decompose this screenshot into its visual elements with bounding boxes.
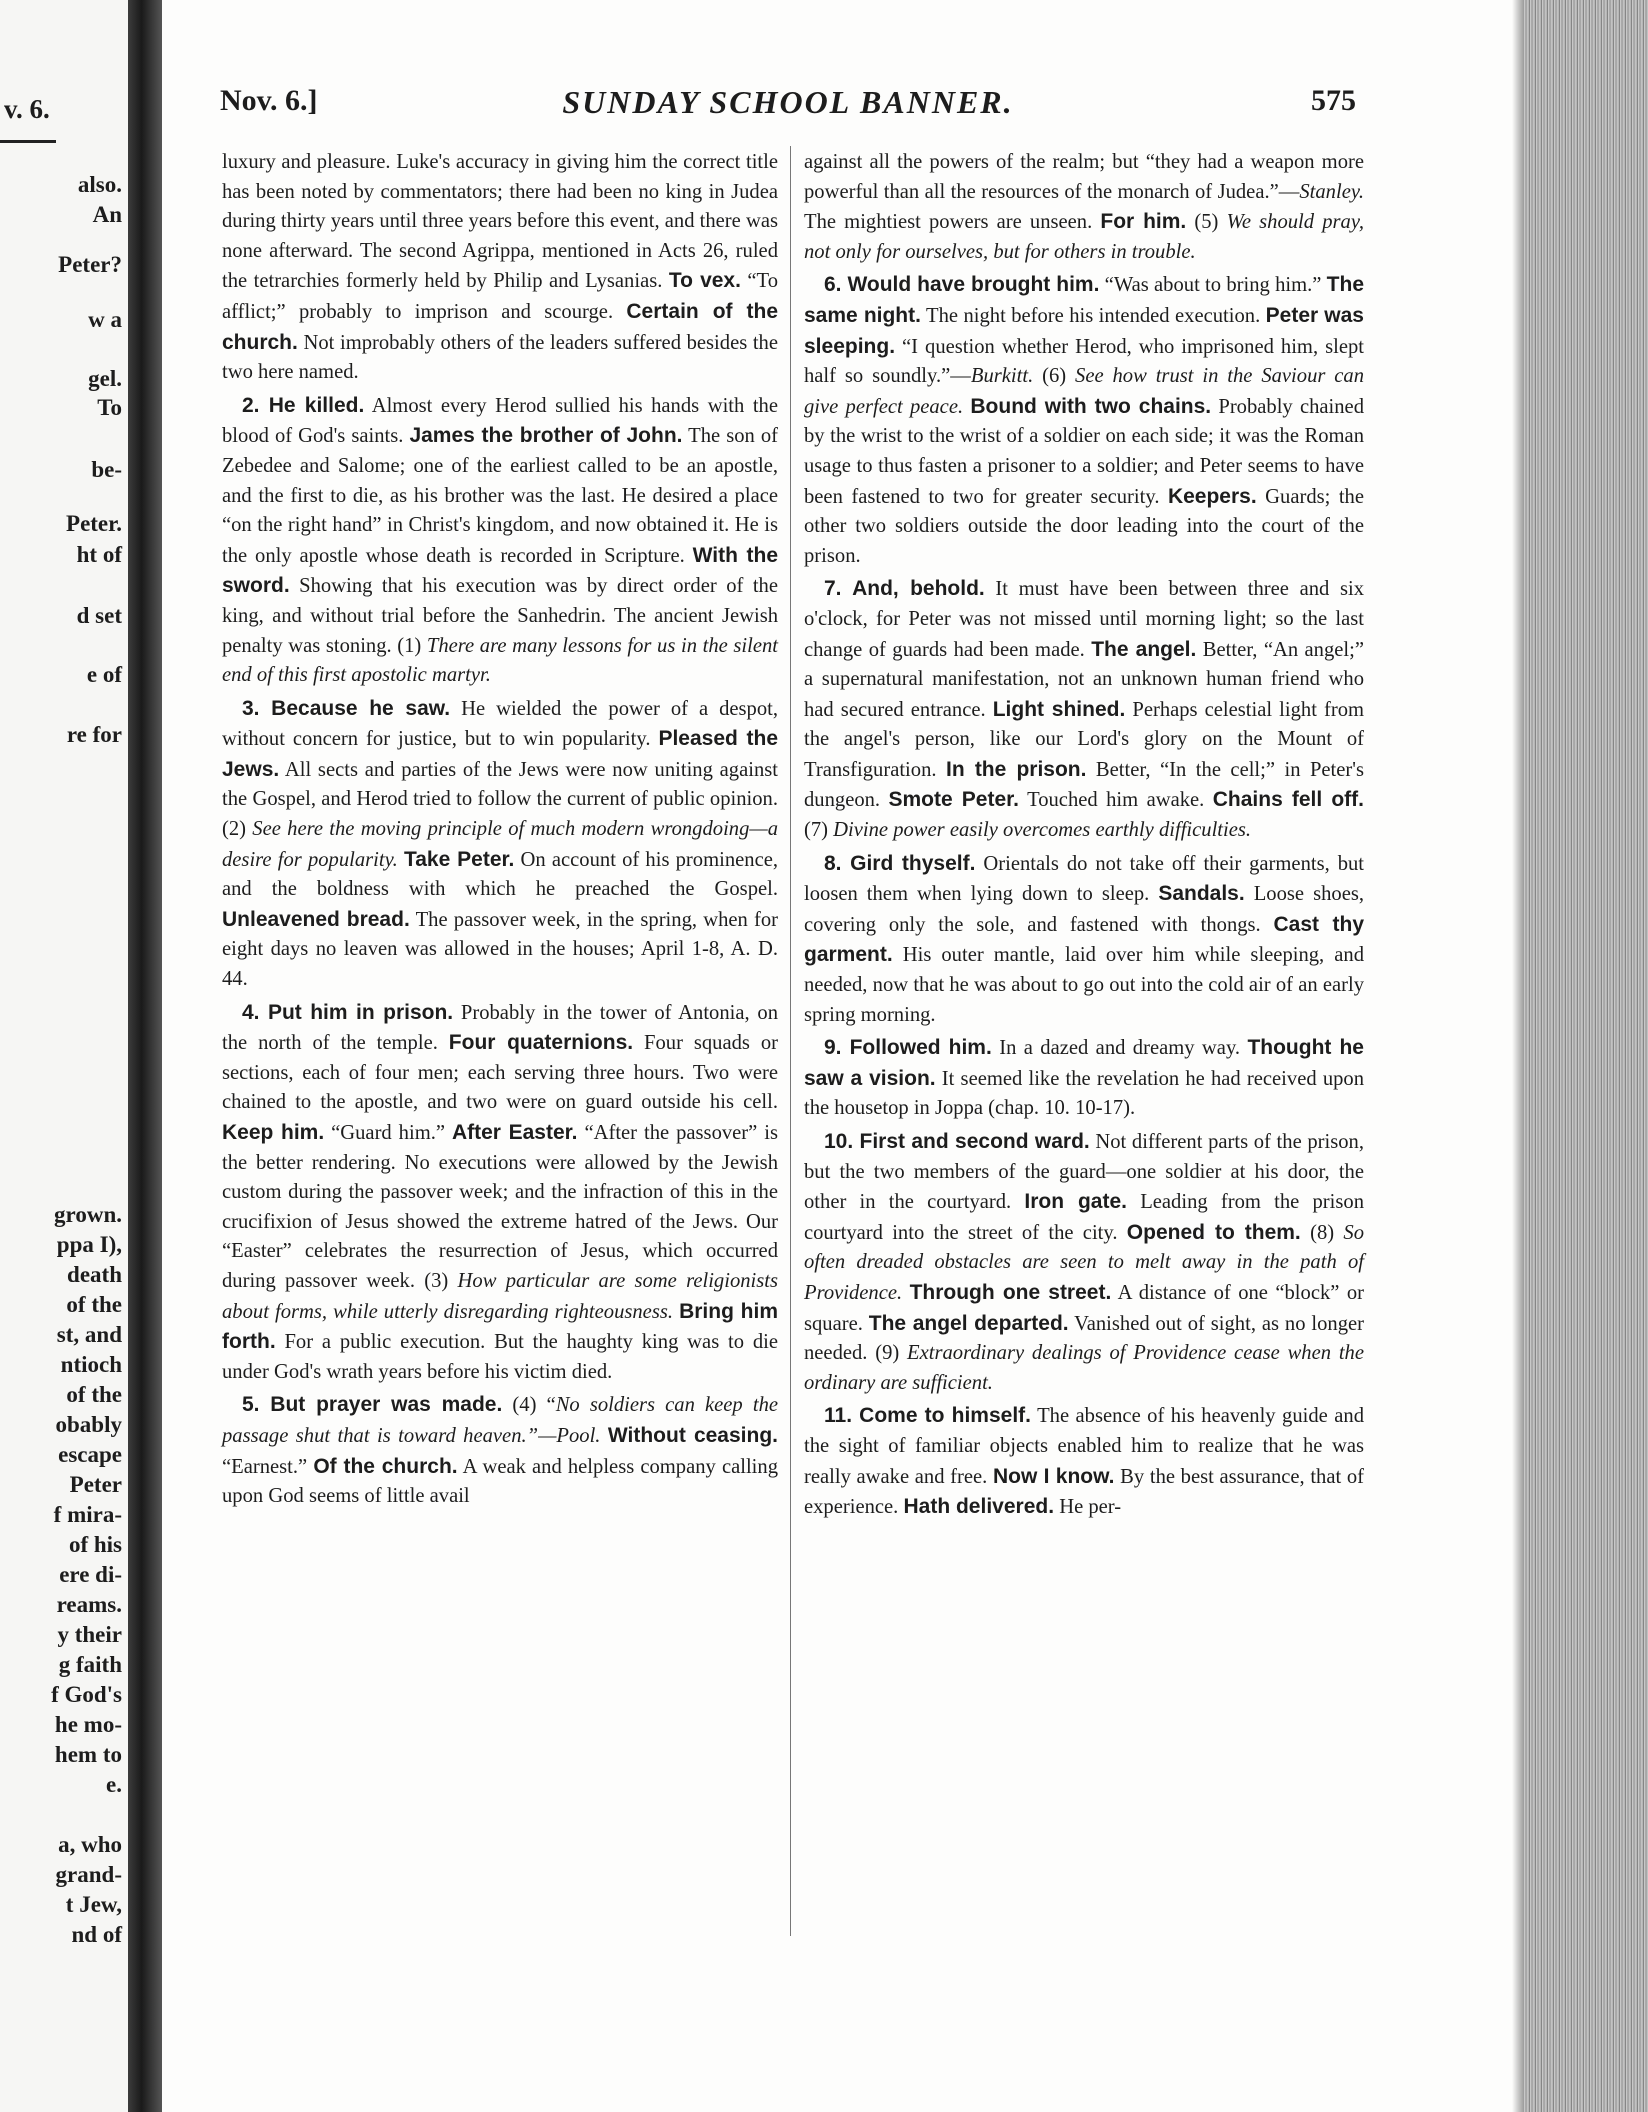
- body-text: Leading from the prison courtyard into the street of the city.: [804, 1191, 1364, 1244]
- bold-term: After Easter.: [451, 1121, 578, 1144]
- bold-term: Four quaternions.: [448, 1031, 634, 1055]
- left-page-fragment-line: death: [67, 1262, 122, 1287]
- body-text: (4) “: [502, 1394, 556, 1417]
- body-text: By the best assurance, that of experience.: [804, 1465, 1364, 1519]
- body-text: Better, “An angel;” a supernatural manifestation, not an unknown human friend who had secured entrance.: [804, 638, 1364, 721]
- book-gutter: [128, 0, 162, 2112]
- left-page-fragment-line: ppa I),: [56, 1232, 122, 1257]
- page-stack-edge: [1524, 0, 1648, 2112]
- body-text: Perhaps celestial light from the angel's person, like our Lord's glory on the Mount of Transfiguration.: [804, 698, 1365, 781]
- body-text: Better, “In the cell;” in Peter's dungeon.: [804, 758, 1364, 812]
- bold-term: Unleavened bread.: [222, 907, 410, 931]
- italic-note: Divine power easily overcomes earthly difficulties.: [833, 819, 1252, 842]
- body-text: Not improbably others of the leaders suffered besides the two here named.: [222, 331, 778, 384]
- bold-term: 3. Because he saw.: [242, 696, 451, 720]
- left-page-fragment-line: reams.: [56, 1592, 122, 1617]
- bold-term: The same night.: [804, 273, 1365, 327]
- left-page-fragment-line: e of: [86, 662, 122, 687]
- body-text: Orientals do not take off their garments, but loosen them when lying down to sleep.: [804, 852, 1365, 906]
- left-page-fragment: [0, 0, 128, 2112]
- italic-note: Burkitt.: [970, 365, 1034, 388]
- bold-term: Chains fell off.: [1212, 788, 1364, 812]
- body-text: Four squads or sections, each of four men; each serving three hours. Two were chained to the apostle, and two were on guard outside his cell.: [222, 1032, 779, 1114]
- left-page-fragment-line: nd of: [71, 1922, 122, 1947]
- body-text: luxury and pleasure. Luke's accuracy in giving him the correct title has been noted by commentators; there had been no king in Judea during thirty years until three years before this event, and there was none afterward. The second Agrippa, mentioned in Acts 26, ruled the tetrarchies formerly held by Philip and Lysanias.: [222, 151, 778, 293]
- italic-note: See here the moving principle of much modern wrongdoing—a desire for popularity.: [222, 818, 778, 871]
- left-text-column: [222, 148, 778, 1515]
- body-text: The son of Zebedee and Salome; one of the earliest called to be an apostle, and the first to die, as his brother was the last. He desired a place “on the right hand” in Christ's kingdom, and now obtained it. He is the only apostle whose death is recorded in Scripture.: [222, 425, 779, 567]
- left-page-fragment-line: grown.: [54, 1202, 122, 1227]
- left-page-fragment-line: To: [97, 395, 122, 420]
- left-page-fragment-line: ht of: [76, 542, 122, 567]
- body-text: “To afflict;” probably to imprison and scourge.: [222, 270, 778, 323]
- bold-term: The angel departed.: [868, 1311, 1069, 1335]
- bold-term: To vex.: [668, 269, 741, 293]
- bold-term: 2. He killed.: [242, 393, 365, 417]
- paragraph: [222, 998, 778, 1388]
- italic-note: Stanley.: [1299, 180, 1364, 203]
- left-page-fragment-line: of his: [68, 1532, 122, 1557]
- body-text: (5): [1186, 211, 1227, 234]
- left-page-fragment-line: e.: [106, 1772, 122, 1797]
- left-page-fragment-line: f mira-: [53, 1502, 122, 1527]
- body-text: [902, 1282, 909, 1304]
- bold-term: 7. And, behold.: [824, 577, 985, 601]
- bold-term: Thought he saw a vision.: [804, 1036, 1364, 1090]
- right-text-column: [804, 148, 1364, 1526]
- body-text: A weak and helpless company calling upon God seems of little avail: [222, 1455, 778, 1508]
- left-page-fragment-line: he mo-: [54, 1712, 122, 1737]
- body-text: Guards; the other two soldiers outside the door leading into the court of the prison.: [804, 485, 1364, 567]
- paragraph: [804, 148, 1364, 267]
- left-page-fragment-line: also.: [77, 172, 122, 197]
- body-text: All sects and parties of the Jews were now uniting against the Gospel, and Herod tried to follow the current of public opinion. (2): [222, 758, 778, 841]
- body-text: (7): [804, 819, 834, 842]
- left-page-fragment-line: g faith: [58, 1652, 122, 1677]
- paragraph: [804, 1033, 1364, 1124]
- bold-term: Hath delivered.: [903, 1495, 1055, 1519]
- body-text: The passover week, in the spring, when for eight days no leaven was allowed in the houses; April 1-8, A. D. 44.: [222, 908, 779, 991]
- body-text: Showing that his execution was by direct order of the king, and without trial before the Sanhedrin. The ancient Jewish penalty was stoning. (1): [222, 575, 778, 657]
- bold-term: Iron gate.: [1024, 1190, 1127, 1214]
- body-text: He wielded the power of a despot, without concern for justice, but to win popularity.: [222, 697, 778, 751]
- italic-note: So often dreaded obstacles are seen to melt away in the path of Providence.: [804, 1221, 1364, 1304]
- body-text: The mightiest powers are unseen.: [804, 211, 1101, 234]
- body-text: His outer mantle, laid over him while sleeping, and needed, now that he was about to go out into the cold air of an early spring morning.: [804, 944, 1364, 1026]
- body-text: (6): [1033, 365, 1076, 388]
- italic-note: How particular are some religionists about forms, while utterly disregarding righteousness.: [222, 1269, 779, 1323]
- body-text: Probably in the tower of Antonia, on the north of the temple.: [222, 1001, 778, 1055]
- left-page-fragment-line: of the: [66, 1382, 122, 1407]
- left-page-fragment-line: a, who: [58, 1832, 122, 1857]
- body-text: Almost every Herod sullied his hands with the blood of God's saints.: [222, 394, 778, 448]
- body-text: against all the powers of the realm; but “they had a weapon more powerful than all the resources of the monarch of Judea.”—: [804, 151, 1364, 203]
- bold-term: 8. Gird thyself.: [824, 851, 976, 875]
- bold-term: 6. Would have brought him.: [824, 273, 1100, 297]
- bold-term: 10. First and second ward.: [824, 1130, 1090, 1153]
- left-page-fragment-line: Peter?: [58, 252, 122, 277]
- body-text: Touched him awake.: [1019, 789, 1213, 812]
- bold-term: Opened to them.: [1126, 1220, 1301, 1244]
- bold-term: Without ceasing.: [607, 1423, 778, 1447]
- header-date: Nov. 6.]: [220, 84, 318, 117]
- left-page-fragment-line: hem to: [54, 1742, 122, 1767]
- bold-term: 9. Followed him.: [824, 1036, 992, 1060]
- bold-term: Pleased the Jews.: [222, 727, 778, 781]
- running-head: [220, 84, 1356, 130]
- body-text: It must have been between three and six o'clock, for Peter was not missed until morning light; so the last change of guards had been made.: [804, 578, 1365, 661]
- italic-note: No soldiers can keep the passage shut that is toward heaven.”—Pool.: [222, 1394, 779, 1447]
- body-text: “After the passover” is the better rendering. No executions were allowed by the Jewish custom during the passover week; and the infraction of this in the crucifixion of Jesus showed the extreme hatred of the Jews. Our “Easter” celebrates the resurrection of Jesus, which occurred during passover week. (3): [222, 1122, 778, 1292]
- left-page-fragment-line: t Jew,: [65, 1892, 122, 1917]
- body-text: For a public execution. But the haughty king was to die under God's wrath years before his victim died.: [222, 1331, 778, 1383]
- body-text: A distance of one “block” or square.: [804, 1281, 1364, 1335]
- paragraph: [804, 1127, 1364, 1398]
- left-page-fragment-line: y their: [57, 1622, 122, 1647]
- body-text: He per-: [1054, 1496, 1122, 1519]
- bold-term: For him.: [1100, 210, 1187, 234]
- left-page-fragment-line: of the: [66, 1292, 122, 1317]
- paragraph: [804, 1401, 1364, 1522]
- body-text: In a dazed and dreamy way.: [991, 1037, 1248, 1060]
- bold-term: Now I know.: [992, 1464, 1115, 1488]
- left-page-fragment-line: gel.: [88, 366, 122, 391]
- italic-note: There are many lessons for us in the silent end of this first apostolic martyr.: [222, 634, 778, 687]
- left-page-fragment-line: d set: [76, 603, 122, 628]
- bold-term: Keep him.: [222, 1121, 325, 1144]
- italic-note: Extraordinary dealings of Providence cease when the ordinary are sufficient.: [804, 1342, 1364, 1394]
- body-text: “Guard him.”: [324, 1122, 452, 1144]
- left-page-fragment-line: be-: [91, 457, 122, 482]
- left-page-fragment-line: grand-: [55, 1862, 122, 1887]
- left-page-fragment-line: Peter.: [66, 511, 122, 536]
- bold-term: Through one street.: [909, 1280, 1112, 1304]
- body-text: Not different parts of the prison, but the two members of the guard—one soldier at his door, the other in the courtyard.: [804, 1131, 1364, 1214]
- body-text: On account of his prominence, and the boldness with which he preached the Gospel.: [222, 848, 778, 901]
- left-page-header: v. 6.: [4, 94, 50, 124]
- bold-term: James the brother of John.: [409, 424, 683, 448]
- paragraph: [222, 1390, 778, 1511]
- bold-term: With the sword.: [222, 543, 778, 598]
- column-divider: [790, 146, 791, 1936]
- italic-note: We should pray, not only for ourselves, but for others in trouble.: [804, 211, 1364, 263]
- body-text: The absence of his heavenly guide and the sight of familiar objects enabled him to realize that he was really awake and free.: [804, 1405, 1364, 1488]
- paragraph: [804, 849, 1364, 1031]
- bold-term: In the prison.: [946, 757, 1087, 781]
- bold-term: 11. Come to himself.: [824, 1404, 1031, 1428]
- body-text: “Earnest.”: [222, 1455, 314, 1478]
- paragraph: [222, 694, 778, 995]
- left-page-fragment-line: An: [92, 202, 122, 227]
- left-page-fragment-line: ntioch: [60, 1352, 122, 1377]
- body-text: “Was about to bring him.”: [1099, 274, 1327, 297]
- bold-term: Light shined.: [992, 697, 1126, 721]
- bold-term: Of the church.: [313, 1454, 458, 1478]
- body-text: (8): [1300, 1221, 1344, 1244]
- left-page-fragment-line: obably: [55, 1412, 122, 1437]
- paragraph: [804, 270, 1364, 571]
- left-page-fragment-line: st, and: [56, 1322, 122, 1347]
- bold-term: Cast thy garment.: [804, 912, 1364, 967]
- bold-term: 5. But prayer was made.: [242, 1393, 503, 1417]
- header-title: SUNDAY SCHOOL BANNER.: [562, 84, 1014, 120]
- body-text: [600, 1425, 607, 1447]
- bold-term: Take Peter.: [403, 847, 515, 871]
- left-page-fragment-line: f God's: [51, 1682, 122, 1707]
- paragraph: [804, 574, 1364, 845]
- bold-term: Keepers.: [1167, 484, 1257, 508]
- bold-term: Sandals.: [1158, 882, 1245, 906]
- paragraph: [222, 148, 778, 388]
- bold-term: Smote Peter.: [888, 788, 1020, 812]
- left-page-fragment-line: ere di-: [59, 1562, 122, 1587]
- bold-term: Peter was sleeping.: [804, 303, 1364, 358]
- body-text: “I question whether Herod, who imprisoned him, slept half so soundly.”—: [804, 335, 1364, 388]
- bold-term: Bring him forth.: [222, 1299, 778, 1354]
- body-text: Loose shoes, covering only the sole, and fastened with thongs.: [804, 883, 1364, 936]
- page-number: 575: [1311, 84, 1356, 117]
- bold-term: 4. Put him in prison.: [242, 1000, 454, 1024]
- left-page-fragment-line: w a: [88, 307, 122, 332]
- bold-term: Certain of the church.: [222, 299, 779, 354]
- body-text: The night before his intended execution.: [920, 304, 1266, 327]
- left-page-fragment-line: Peter: [69, 1472, 122, 1497]
- paragraph: [222, 391, 778, 691]
- bold-term: The angel.: [1091, 637, 1197, 661]
- left-page-fragment-line: re for: [66, 722, 122, 747]
- left-page-rule: [0, 140, 56, 143]
- italic-note: See how trust in the Saviour can give perfect peace.: [804, 365, 1365, 418]
- bold-term: Bound with two chains.: [970, 394, 1212, 418]
- body-text: It seemed like the revelation he had received upon the housetop in Joppa (chap. 10. 10-17).: [804, 1067, 1365, 1120]
- body-text: Probably chained by the wrist to the wrist of a soldier on each side; it was the Roman usage to thus fasten a prisoner to a soldier; and Peter seems to have been fastened to two for greater security.: [804, 395, 1364, 508]
- body-text: Vanished out of sight, as no longer needed. (9): [804, 1312, 1364, 1365]
- left-page-fragment-line: escape: [58, 1442, 122, 1467]
